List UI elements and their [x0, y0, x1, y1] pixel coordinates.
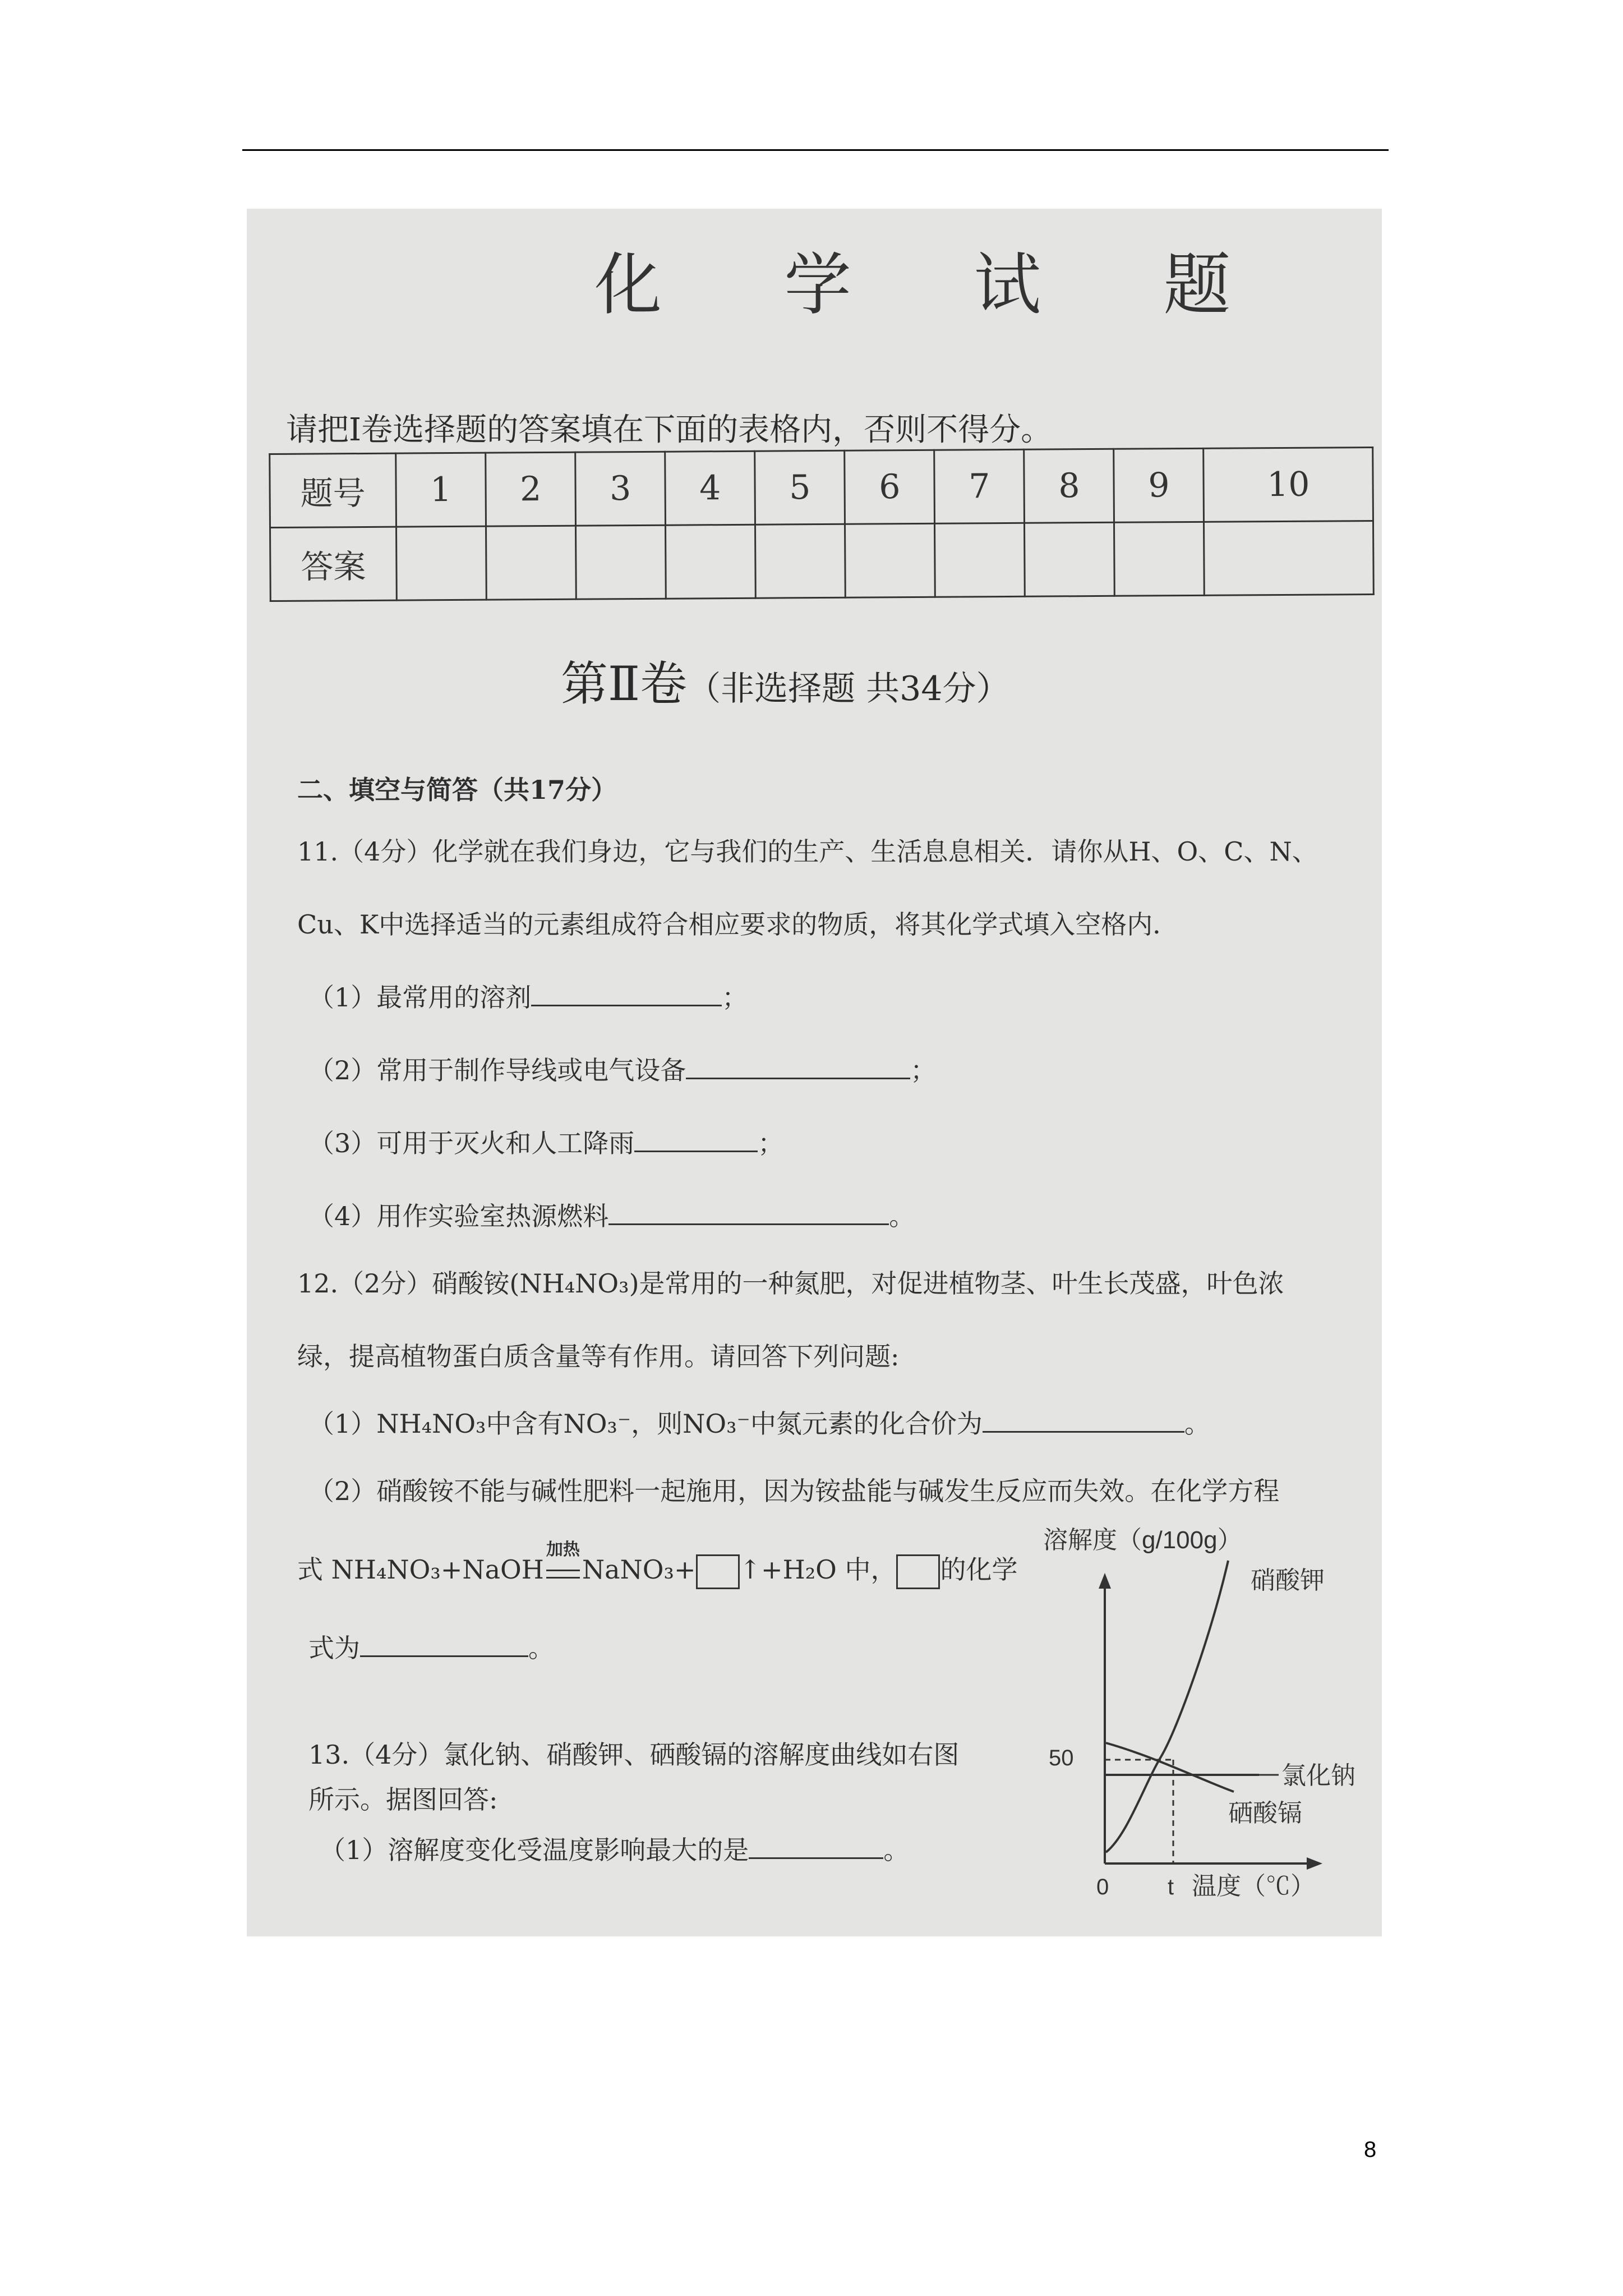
question-number-cell: 8 [1024, 449, 1114, 523]
q13-item-1-end: 。 [883, 1835, 910, 1865]
q13-item-1-blank[interactable] [749, 1835, 883, 1859]
q12-item-1-end: 。 [1184, 1409, 1210, 1439]
y-axis-arrow [1099, 1573, 1111, 1589]
q11-item-1 [308, 977, 748, 1014]
part-2-heading: 二、填空与简答（共17分） [297, 775, 617, 805]
answer-cell[interactable] [1025, 522, 1115, 596]
q11-item-2-end: ； [910, 1055, 937, 1085]
series-line-potassium-nitrate [1106, 1561, 1228, 1852]
answer-cell[interactable] [666, 524, 756, 599]
q11-item-3-end: ； [758, 1128, 784, 1158]
q12-item-1-blank[interactable] [983, 1409, 1184, 1433]
answer-cell[interactable] [1204, 521, 1373, 595]
solubility-chart [1043, 1521, 1382, 1903]
exam-title: 化 学 试 题 [594, 246, 1281, 324]
reaction-condition: 加热 [546, 1540, 580, 1559]
section-2-subtitle: （非选择题 共34分） [687, 669, 1010, 708]
q12-item-1 [308, 1404, 1210, 1441]
q12-formula-label: 式为 [308, 1633, 360, 1663]
q13-line-2: 所示。据图回答: [308, 1784, 498, 1815]
section-2-title: 第Ⅱ卷 [561, 656, 688, 711]
q11-line-1: 11.（4分）化学就在我们身边，它与我们的生产、生活息息相关．请你从H、O、C、N、 [297, 836, 1318, 867]
question-number-cell: 1 [396, 453, 486, 527]
question-number-cell: 7 [934, 449, 1025, 523]
q13-line-1: 13.（4分）氯化钠、硝酸钾、硒酸镉的溶解度曲线如右图 [308, 1740, 960, 1770]
chart-x-axis-label: 温度（℃） [1192, 1872, 1315, 1900]
equation-reactants: 式 NH₄NO₃+NaOH [297, 1554, 544, 1585]
answer-table [269, 447, 1375, 602]
question-number-cell: 3 [575, 452, 666, 526]
equation-unknown-box-ref [896, 1554, 940, 1589]
equation-suffix: 的化学 [940, 1554, 1018, 1585]
series-line-cadmium-selenate [1106, 1743, 1234, 1792]
question-number-cell: 5 [755, 450, 845, 524]
answer-row [270, 521, 1374, 601]
row-header-number: 题号 [270, 453, 396, 527]
q11-item-4-blank[interactable] [608, 1201, 889, 1225]
question-number-cell: 6 [845, 450, 935, 524]
equation-rest: ↑+H₂O 中， [739, 1554, 897, 1585]
q11-item-1-end: ； [722, 982, 748, 1013]
q11-item-4 [308, 1196, 915, 1233]
x-tick-t: t [1168, 1875, 1174, 1899]
answer-cell[interactable] [576, 525, 666, 599]
reaction-arrow [544, 1540, 582, 1585]
x-axis-arrow [1307, 1857, 1322, 1870]
q11-item-4-end: 。 [889, 1201, 915, 1231]
answer-cell[interactable] [755, 524, 846, 598]
answer-cell[interactable] [935, 523, 1025, 597]
series-label-cadmium-selenate: 硒酸镉 [1228, 1800, 1302, 1827]
scanned-exam-photo [247, 209, 1382, 1936]
solubility-chart-svg [1043, 1521, 1382, 1903]
series-label-potassium-nitrate: 硝酸钾 [1251, 1567, 1325, 1594]
q11-item-3 [308, 1123, 783, 1160]
question-number-cell: 9 [1114, 448, 1204, 522]
equation-unknown-box[interactable] [696, 1554, 740, 1589]
answer-cell[interactable] [486, 526, 577, 600]
q11-item-3-blank[interactable] [634, 1128, 758, 1152]
q11-item-2 [308, 1050, 936, 1087]
q11-line-2: Cu、K中选择适当的元素组成符合相应要求的物质，将其化学式填入空格内． [297, 909, 1179, 940]
equation-product-1: NaNO₃+ [582, 1554, 696, 1585]
q12-item-2: （2）硝酸铵不能与碱性肥料一起施用，因为铵盐能与碱发生反应而失效。在化学方程 [308, 1476, 1280, 1506]
section-2-heading [561, 646, 1010, 714]
answer-cell[interactable] [1114, 522, 1205, 596]
y-tick-50: 50 [1049, 1746, 1074, 1770]
series-label-sodium-chloride: 氯化钠 [1281, 1762, 1355, 1789]
question-number-cell: 10 [1204, 447, 1373, 522]
q12-formula [308, 1628, 554, 1665]
answer-cell[interactable] [845, 523, 935, 597]
chart-y-axis-label: 溶解度（g/100g） [1043, 1526, 1242, 1554]
q12-item-1-label: （1）NH₄NO₃中含有NO₃⁻，则NO₃⁻中氮元素的化合价为 [308, 1409, 983, 1439]
header-rule [242, 149, 1389, 151]
q13-item-1 [320, 1830, 909, 1867]
q11-item-2-blank[interactable] [686, 1055, 910, 1079]
row-header-answer: 答案 [270, 527, 397, 601]
answer-cell[interactable] [396, 526, 487, 600]
page-number: 8 [1364, 2137, 1377, 2162]
q12-equation [297, 1540, 1018, 1589]
q11-item-1-blank[interactable] [531, 982, 722, 1006]
q12-formula-blank[interactable] [360, 1633, 528, 1657]
q11-item-2-label: （2）常用于制作导线或电气设备 [308, 1055, 686, 1085]
q11-item-3-label: （3）可用于灭火和人工降雨 [308, 1128, 635, 1158]
q12-line-2: 绿，提高植物蛋白质含量等有作用。请回答下列问题: [297, 1341, 900, 1372]
question-number-row [270, 447, 1373, 527]
q11-item-4-label: （4）用作实验室热源燃料 [308, 1201, 609, 1231]
question-number-cell: 2 [486, 452, 576, 526]
q12-line-1: 12.（2分）硝酸铵(NH₄NO₃)是常用的一种氮肥，对促进植物茎、叶生长茂盛，叶色浓 [297, 1268, 1284, 1299]
q12-formula-end: 。 [528, 1633, 554, 1663]
answer-instruction: 请把Ⅰ卷选择题的答案填在下面的表格内，否则不得分。 [286, 412, 1053, 448]
question-number-cell: 4 [665, 451, 755, 525]
x-tick-origin: 0 [1096, 1875, 1109, 1899]
q11-item-1-label: （1）最常用的溶剂 [308, 982, 532, 1013]
q13-item-1-label: （1）溶解度变化受温度影响最大的是 [320, 1835, 749, 1865]
